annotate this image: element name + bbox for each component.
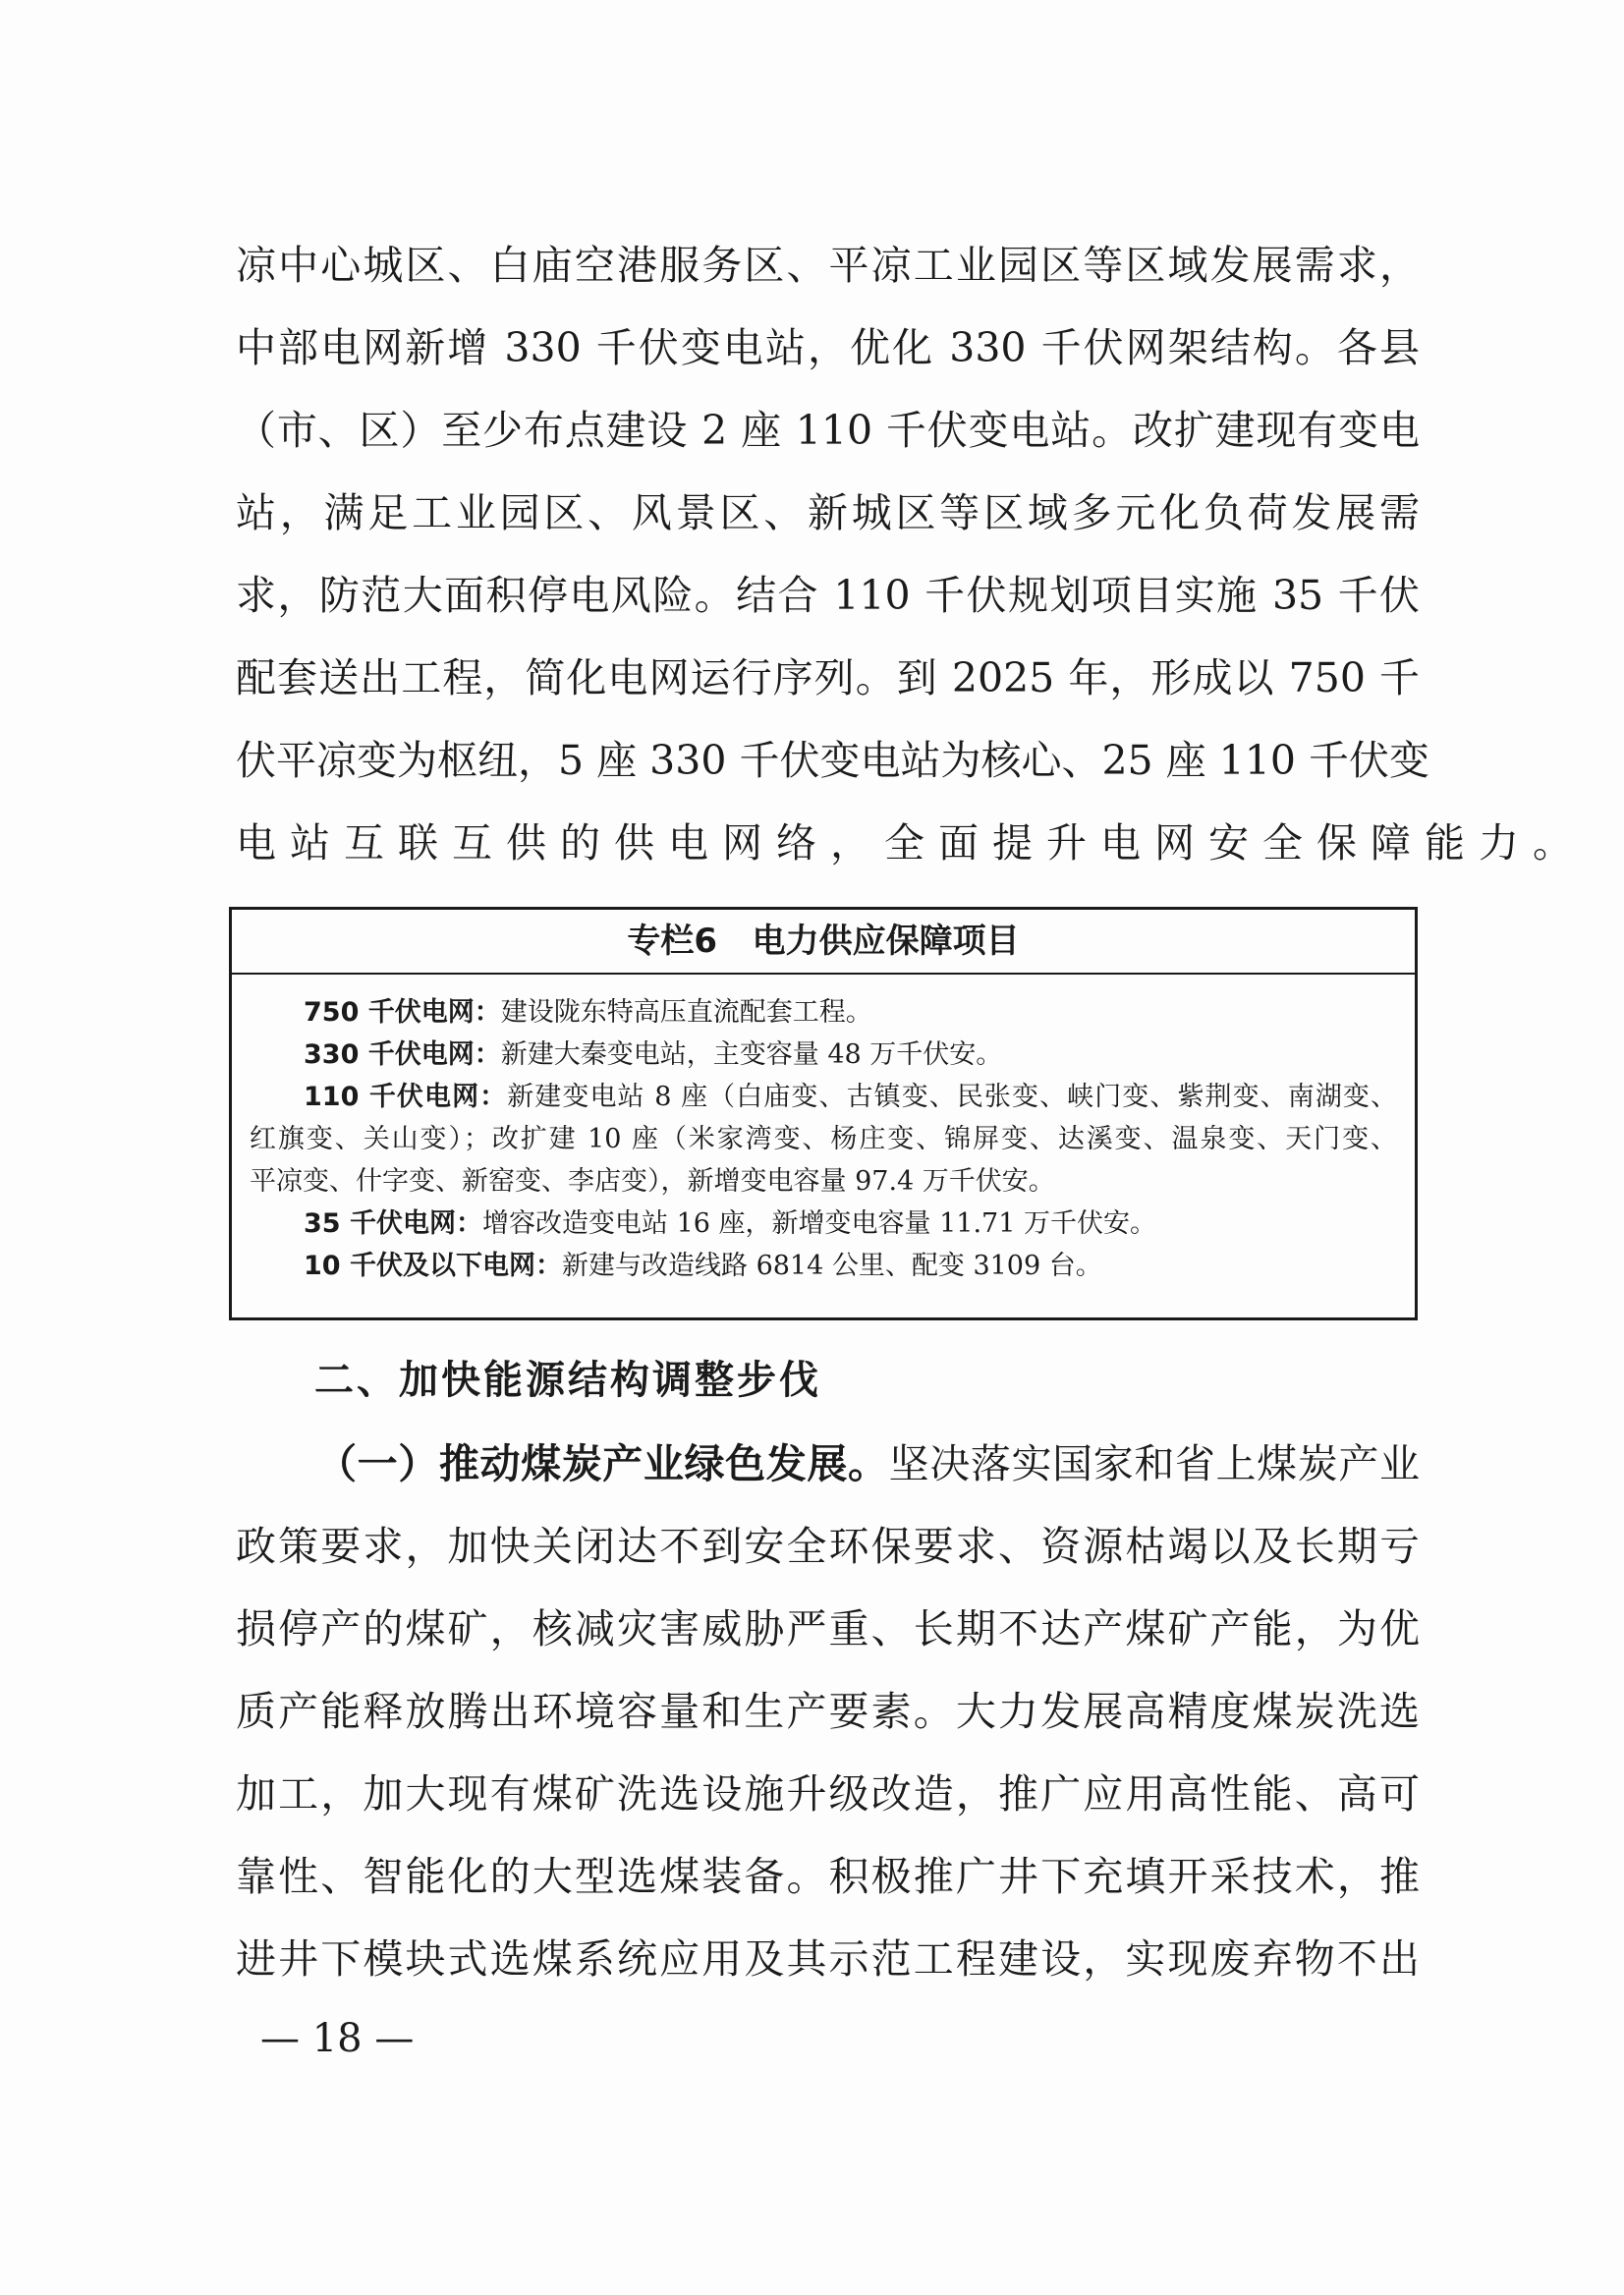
paragraph-line: 求，防范大面积停电风险。结合 110 千伏规划项目实施 35 千伏 — [236, 572, 1420, 619]
item-lead: 10 千伏及以下电网： — [304, 1251, 562, 1281]
item-text: 建设陇东特高压直流配套工程。 — [500, 997, 872, 1028]
item-lead: 330 千伏电网： — [304, 1039, 501, 1070]
subsection-title: （一）推动煤炭产业绿色发展。 — [316, 1440, 889, 1487]
subsection-text: 坚决落实国家和省上煤炭产业 — [888, 1440, 1421, 1487]
paragraph-line: 损停产的煤矿，核减灾害威胁严重、长期不达产煤矿产能，为优 — [236, 1605, 1420, 1652]
item-text: 增容改造变电站 16 座，新增变电容量 11.71 万千伏安。 — [481, 1208, 1156, 1239]
paragraph-line: 配套送出工程，简化电网运行序列。到 2025 年，形成以 750 千 — [236, 654, 1420, 701]
column-box-item-330kv — [304, 1036, 1397, 1075]
section-heading: 二、加快能源结构调整步伐 — [314, 1358, 821, 1403]
column-box-item-110kv — [304, 1078, 1397, 1117]
column-box-power-projects — [229, 907, 1418, 1320]
paragraph-line: 站，满足工业园区、风景区、新城区等区域多元化负荷发展需 — [236, 489, 1420, 536]
paragraph-line: 靠性、智能化的大型选煤装备。积极推广井下充填开采技术，推 — [236, 1853, 1420, 1900]
column-box-item-110kv-continued: 平凉变、什字变、新窑变、李店变），新增变电容量 97.4 万千伏安。 — [250, 1166, 1055, 1197]
paragraph-line: 加工，加大现有煤矿洗选设施升级改造，推广应用高性能、高可 — [236, 1770, 1420, 1818]
paragraph-line: 电站互联互供的供电网络，全面提升电网安全保障能力。 — [236, 819, 1587, 867]
paragraph-line — [316, 1439, 1420, 1488]
item-lead: 35 千伏电网： — [304, 1208, 482, 1239]
paragraph-line: （市、区）至少布点建设 2 座 110 千伏变电站。改扩建现有变电 — [236, 407, 1420, 454]
paragraph-line: 质产能释放腾出环境容量和生产要素。大力发展高精度煤炭洗选 — [236, 1688, 1420, 1735]
column-box-item-10kv — [304, 1247, 1397, 1286]
item-text: 新建与改造线路 6814 公里、配变 3109 台。 — [561, 1251, 1102, 1281]
paragraph-line: 中部电网新增 330 千伏变电站，优化 330 千伏网架结构。各县 — [236, 324, 1420, 371]
column-box-item-110kv-continued: 红旗变、关山变）；改扩建 10 座（米家湾变、杨庄变、锦屏变、达溪变、温泉变、天门变、 — [250, 1124, 1397, 1154]
item-lead: 750 千伏电网： — [304, 997, 501, 1028]
item-lead: 110 千伏电网： — [304, 1082, 508, 1112]
paragraph-line: 进井下模块式选煤系统应用及其示范工程建设，实现废弃物不出 — [236, 1935, 1420, 1983]
column-box-item-750kv — [304, 993, 1397, 1033]
item-text: 新建变电站 8 座（白庙变、古镇变、民张变、峡门变、紫荆变、南湖变、 — [507, 1082, 1397, 1112]
column-box-title: 专栏6 电力供应保障项目 — [232, 910, 1415, 975]
column-box-item-35kv — [304, 1204, 1397, 1244]
paragraph-line: 政策要求，加快关闭达不到安全环保要求、资源枯竭以及长期亏 — [236, 1523, 1420, 1570]
item-text: 新建大秦变电站，主变容量 48 万千伏安。 — [500, 1039, 1003, 1070]
paragraph-line: 伏平凉变为枢纽，5 座 330 千伏变电站为核心、25 座 110 千伏变 — [236, 737, 1429, 784]
paragraph-line: 凉中心城区、白庙空港服务区、平凉工业园区等区域发展需求， — [236, 242, 1420, 289]
page-number: — 18 — — [260, 2016, 415, 2061]
